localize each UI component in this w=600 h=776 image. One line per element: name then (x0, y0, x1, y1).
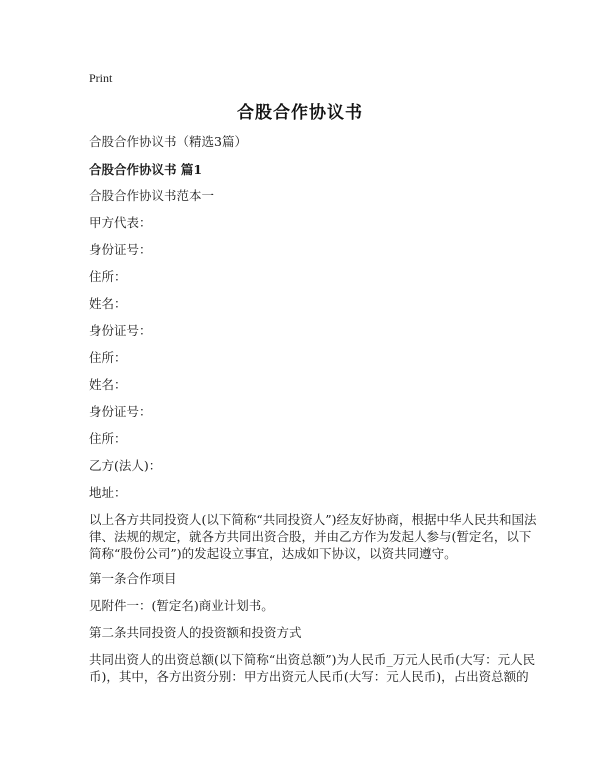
preamble-line-2: 律、法规的规定，就各方共同出资合股，并由乙方作为发起人参与(暂定名，以下 (89, 529, 532, 544)
sample-label: 合股合作协议书范本一 (89, 188, 215, 203)
print-link[interactable]: Print (89, 71, 113, 85)
field-party-b-address: 地址： (89, 485, 127, 500)
field-name-1: 姓名： (89, 296, 127, 311)
preamble-line-3: 简称“股份公司”)的发起设立事宜，达成如下协议，以资共同遵守。 (89, 546, 457, 561)
field-address-2: 住所： (89, 350, 127, 365)
preamble-line-1: 以上各方共同投资人(以下简称“共同投资人”)经友好协商，根据中华人民共和国法 (89, 512, 537, 527)
article-2-heading: 第二条共同投资人的投资额和投资方式 (89, 625, 302, 640)
field-address-3: 住所： (89, 431, 127, 446)
field-id-number-3: 身份证号： (89, 404, 152, 419)
field-address-1: 住所： (89, 269, 127, 284)
field-name-2: 姓名： (89, 377, 127, 392)
field-id-number-2: 身份证号： (89, 323, 152, 338)
document-title: 合股合作协议书 (237, 103, 363, 123)
field-party-a-representative: 甲方代表： (89, 215, 152, 230)
section-heading: 合股合作协议书 篇1 (89, 162, 203, 177)
field-party-b-legal-person: 乙方(法人)： (89, 458, 162, 473)
article-2-line-1: 共同出资人的出资总额(以下简称“出资总额”)为人民币_万元人民币(大写：元人民 (89, 652, 536, 667)
field-id-number-1: 身份证号： (89, 242, 152, 257)
article-2-line-2: 币)，其中，各方出资分别：甲方出资元人民币(大写：元人民币)，占出资总额的 (89, 669, 529, 684)
document-subtitle: 合股合作协议书（精选3篇） (89, 134, 247, 149)
article-1-heading: 第一条合作项目 (89, 571, 177, 586)
article-1-body: 见附件一：(暂定名)商业计划书。 (89, 598, 274, 613)
